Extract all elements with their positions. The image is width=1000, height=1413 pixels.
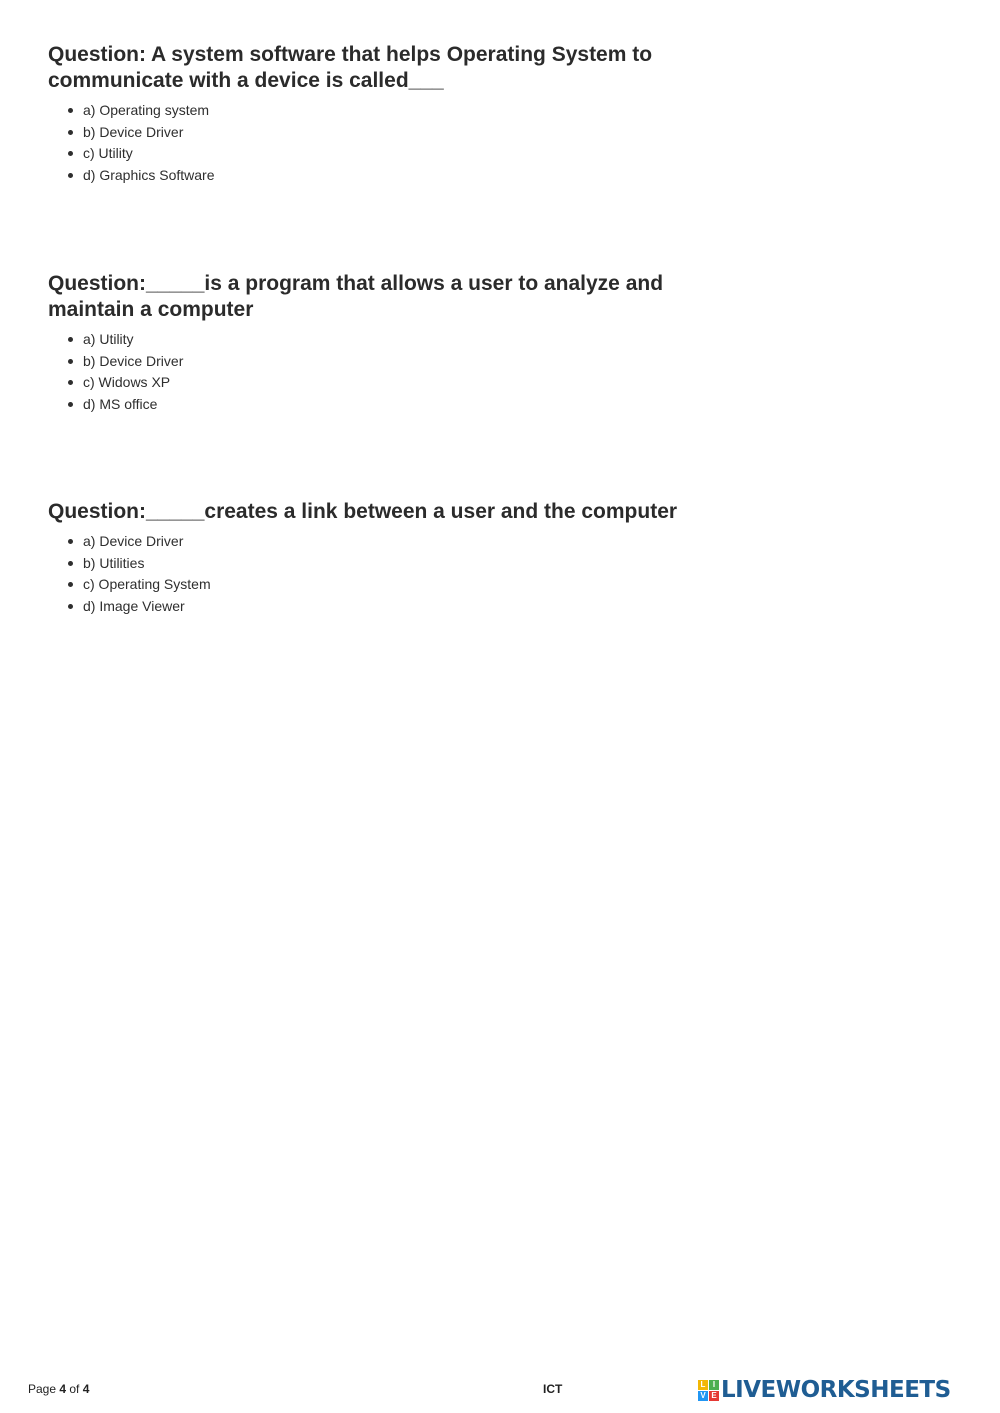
- question-3: [48, 499, 728, 617]
- bullet-icon: [68, 337, 73, 342]
- option-label: a) Device Driver: [83, 533, 184, 549]
- bullet-icon: [68, 604, 73, 609]
- option-a[interactable]: [68, 329, 688, 351]
- options-list: [48, 329, 688, 415]
- bullet-icon: [68, 561, 73, 566]
- question-title-line: Question: A system software that helps Operating System to: [48, 43, 653, 66]
- brand-name: LIVEWORKSHEETS: [721, 1377, 951, 1403]
- option-d[interactable]: [68, 596, 728, 618]
- option-c[interactable]: [68, 372, 688, 394]
- liveworksheets-logo[interactable]: [698, 1377, 951, 1403]
- option-b[interactable]: [68, 553, 728, 575]
- question-1: [48, 42, 688, 186]
- option-c[interactable]: [68, 143, 688, 165]
- bullet-icon: [68, 359, 73, 364]
- option-label: c) Utility: [83, 145, 133, 161]
- options-list: [48, 100, 688, 186]
- question-2: [48, 271, 688, 415]
- bullet-icon: [68, 108, 73, 113]
- bullet-icon: [68, 582, 73, 587]
- page-footer: [0, 1377, 1000, 1403]
- bullet-icon: [68, 130, 73, 135]
- page-current: 4: [59, 1382, 67, 1396]
- option-d[interactable]: [68, 165, 688, 187]
- option-c[interactable]: [68, 574, 728, 596]
- option-label: c) Widows XP: [83, 374, 171, 390]
- page-of: of: [66, 1382, 83, 1396]
- option-label: d) Image Viewer: [83, 597, 185, 614]
- option-label: b) Utilities: [83, 554, 145, 571]
- option-a[interactable]: [68, 531, 728, 553]
- option-a[interactable]: [68, 100, 688, 122]
- question-title-line: Question:_____is a program that allows a user to analyze and: [48, 272, 664, 295]
- question-title: [48, 271, 688, 323]
- question-title: [48, 499, 728, 525]
- option-label: a) Utility: [83, 331, 134, 347]
- option-b[interactable]: [68, 351, 688, 373]
- page-prefix: Page: [28, 1382, 60, 1396]
- bullet-icon: [68, 173, 73, 178]
- option-label: b) Device Driver: [83, 123, 184, 140]
- logo-mark-letter: I: [709, 1380, 719, 1390]
- option-label: b) Device Driver: [83, 352, 184, 369]
- logo-mark-letter: L: [698, 1380, 708, 1390]
- option-label: d) MS office: [83, 395, 158, 412]
- question-title: [48, 42, 688, 94]
- page-total: 4: [82, 1382, 90, 1396]
- option-label: a) Operating system: [83, 102, 210, 118]
- logo-mark-letter: V: [698, 1391, 708, 1401]
- question-title-line: communicate with a device is called___: [48, 69, 444, 92]
- logo-mark-icon: [698, 1380, 719, 1401]
- bullet-icon: [68, 380, 73, 385]
- options-list: [48, 531, 728, 617]
- option-label: d) Graphics Software: [83, 166, 215, 183]
- bullet-icon: [68, 539, 73, 544]
- bullet-icon: [68, 402, 73, 407]
- page-number: [28, 1382, 89, 1396]
- logo-mark-letter: E: [709, 1391, 719, 1401]
- subject-label: ICT: [543, 1382, 563, 1396]
- option-b[interactable]: [68, 122, 688, 144]
- bullet-icon: [68, 151, 73, 156]
- option-d[interactable]: [68, 394, 688, 416]
- question-title-line: Question:_____creates a link between a user and the computer: [48, 500, 678, 523]
- question-title-line: maintain a computer: [48, 298, 254, 321]
- option-label: c) Operating System: [83, 576, 211, 592]
